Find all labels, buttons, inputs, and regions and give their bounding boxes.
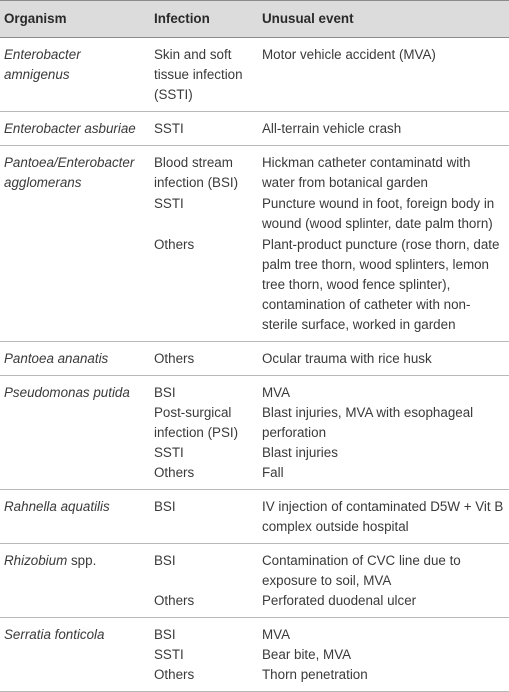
infection-cell: Others [150, 342, 258, 376]
organism-cell [0, 443, 150, 463]
infection-cell: SSTI [150, 112, 258, 146]
table-row [0, 618, 509, 646]
organism-cell [0, 591, 150, 618]
infection-cell: SSTI [154, 647, 184, 662]
infection-cell: BSI [154, 553, 176, 568]
event-cell: Perforated duodenal ulcer [258, 591, 509, 618]
infection-cell: BSI [154, 385, 176, 400]
table-row [0, 146, 509, 194]
organism-cell: Pantoea ananatis [0, 342, 150, 376]
table-row [0, 463, 509, 490]
organism-cell: Pantoea/Enterobacter agglomerans [4, 155, 135, 190]
table-row [0, 376, 509, 404]
organism-cell: Enterobacter asburiae [0, 112, 150, 146]
header-infection: Infection [150, 1, 258, 38]
infection-cell: Others [150, 591, 258, 618]
event-cell: Fall [258, 463, 509, 490]
event-cell: MVA [262, 627, 291, 642]
organism-cell [0, 665, 150, 692]
infection-cell: Others [150, 463, 258, 490]
table-row [0, 544, 509, 592]
organism-cell [0, 193, 150, 234]
event-cell: Ocular trauma with rice husk [258, 342, 509, 376]
infection-cell: Skin and soft tissue infection (SSTI) [150, 38, 258, 112]
infection-cell: BSI [150, 490, 258, 544]
organism-cell: Rahnella aquatilis [0, 490, 150, 544]
table-row [0, 234, 509, 342]
organism-cell [0, 403, 150, 443]
organism-cell: Pseudomonas putida [4, 385, 130, 400]
organism-cell [0, 463, 150, 490]
organism-cell [0, 234, 150, 342]
infection-cell: Blood stream infection (BSI) [154, 155, 239, 190]
infection-cell: SSTI [154, 445, 184, 460]
infection-cell: Others [150, 665, 258, 692]
event-cell: Thorn penetration [258, 665, 509, 692]
table-row [0, 112, 509, 146]
table-row [0, 490, 509, 544]
infection-cell: SSTI [154, 196, 184, 211]
organism-cell: Serratia fonticola [4, 627, 105, 642]
event-cell: MVA [262, 385, 291, 400]
event-cell: Plant-product puncture (rose thorn, date palm tree thorn, wood splinters, lemon tree thorn, wood fence splinter), contamination of catheter with non-sterile surface, worked in garden [258, 234, 509, 342]
table-row [0, 665, 509, 692]
organism-suffix: spp. [67, 553, 97, 568]
event-cell: Blast injuries [262, 445, 338, 460]
header-row [0, 1, 509, 38]
table-row [0, 38, 509, 112]
infection-cell: BSI [154, 627, 176, 642]
table-row [0, 193, 509, 234]
organism-cell: Enterobacter amnigenus [0, 38, 150, 112]
infection-cell: Others [150, 234, 258, 342]
infection-cell: Post-surgical infection (PSI) [154, 405, 239, 440]
event-cell: IV injection of contaminated D5W + Vit B complex outside hospital [258, 490, 509, 544]
event-cell: Motor vehicle accident (MVA) [258, 38, 509, 112]
event-cell: Bear bite, MVA [262, 647, 352, 662]
event-cell: All-terrain vehicle crash [258, 112, 509, 146]
organism-genus: Rhizobium [4, 553, 68, 568]
header-organism: Organism [0, 1, 150, 38]
organism-cell [0, 645, 150, 665]
table-row [0, 403, 509, 443]
header-unusual-event: Unusual event [258, 1, 509, 38]
table-row [0, 645, 509, 665]
table-row [0, 342, 509, 376]
table-row [0, 443, 509, 463]
table-row [0, 591, 509, 618]
event-cell: Contamination of CVC line due to exposure to soil, MVA [262, 553, 461, 588]
organism-cell [0, 544, 150, 592]
event-cell: Hickman catheter contaminatd with water from botanical garden [262, 155, 471, 190]
event-cell: Puncture wound in foot, foreign body in wound (wood splinter, date palm thorn) [262, 196, 495, 231]
event-cell: Blast injuries, MVA with esophageal perforation [262, 405, 474, 440]
